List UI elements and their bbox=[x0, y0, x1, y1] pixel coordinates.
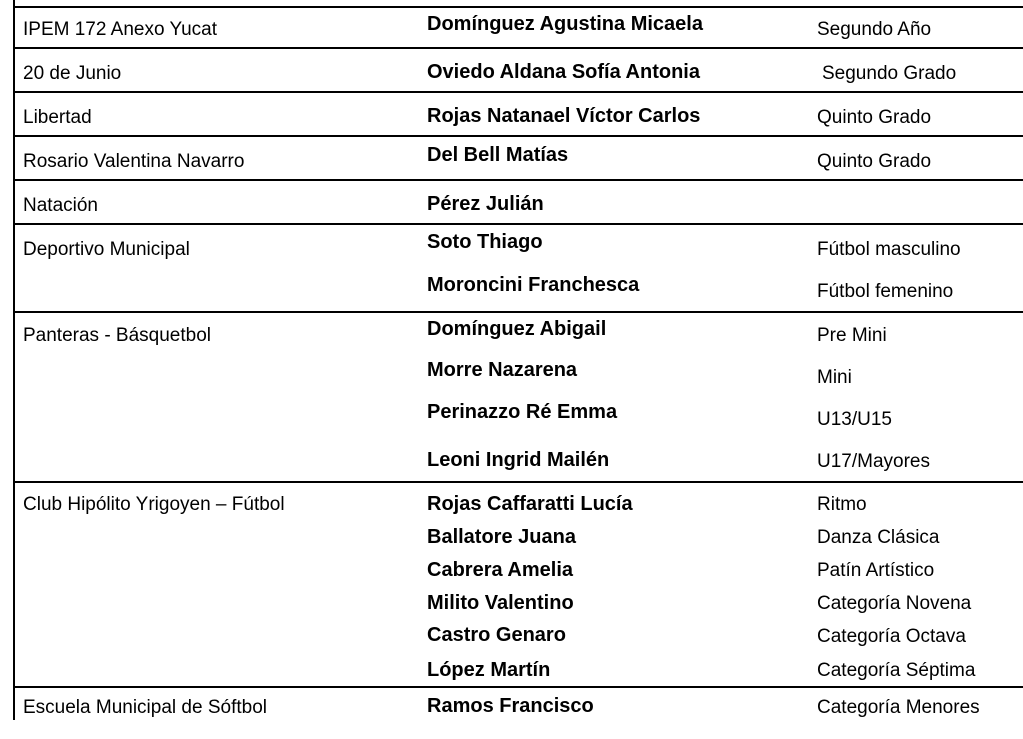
row-divider bbox=[14, 6, 1023, 8]
category-label: Mini bbox=[817, 367, 852, 388]
institution-name: Panteras - Básquetbol bbox=[23, 325, 212, 346]
student-name: Domínguez Agustina Micaela bbox=[427, 13, 703, 35]
row-divider bbox=[14, 135, 1023, 137]
institution-name: Escuela Municipal de Sóftbol bbox=[23, 697, 267, 718]
category-label: Pre Mini bbox=[817, 325, 887, 346]
category-label: Danza Clásica bbox=[817, 527, 940, 548]
student-name: Rojas Natanael Víctor Carlos bbox=[427, 105, 701, 127]
student-name: Domínguez Abigail bbox=[427, 318, 607, 340]
student-name: Soto Thiago bbox=[427, 231, 543, 253]
institution-name: Rosario Valentina Navarro bbox=[23, 151, 245, 172]
student-name: López Martín bbox=[427, 659, 551, 681]
category-label: Segundo Año bbox=[817, 19, 932, 40]
row-divider bbox=[14, 47, 1023, 49]
category-label: Categoría Séptima bbox=[817, 660, 976, 681]
student-name: Castro Genaro bbox=[427, 624, 566, 646]
category-label: Categoría Menores bbox=[817, 697, 980, 718]
table-left-border bbox=[13, 0, 15, 720]
category-label: Quinto Grado bbox=[817, 151, 932, 172]
institution-name: 20 de Junio bbox=[23, 63, 122, 84]
student-name: Cabrera Amelia bbox=[427, 559, 573, 581]
category-label: Ritmo bbox=[817, 494, 867, 515]
student-name: Del Bell Matías bbox=[427, 144, 569, 166]
student-name: Rojas Caffaratti Lucía bbox=[427, 493, 633, 515]
institution-name: Club Hipólito Yrigoyen – Fútbol bbox=[23, 494, 285, 515]
student-name: Moroncini Franchesca bbox=[427, 274, 640, 296]
student-name: Milito Valentino bbox=[427, 592, 574, 614]
student-name: Ballatore Juana bbox=[427, 526, 576, 548]
institution-name: Libertad bbox=[23, 107, 92, 128]
student-name: Leoni Ingrid Mailén bbox=[427, 449, 610, 471]
category-label: U17/Mayores bbox=[817, 451, 930, 472]
category-label: Categoría Octava bbox=[817, 626, 966, 647]
student-name: Perinazzo Ré Emma bbox=[427, 401, 618, 423]
row-divider bbox=[14, 179, 1023, 181]
row-divider bbox=[14, 311, 1023, 313]
row-divider bbox=[14, 481, 1023, 483]
student-name: Ramos Francisco bbox=[427, 695, 594, 717]
category-label: Categoría Novena bbox=[817, 593, 972, 614]
student-name: Oviedo Aldana Sofía Antonia bbox=[427, 61, 700, 83]
category-label: Segundo Grado bbox=[822, 63, 957, 84]
category-label: U13/U15 bbox=[817, 409, 892, 430]
row-divider bbox=[14, 223, 1023, 225]
category-label: Fútbol femenino bbox=[817, 281, 954, 302]
row-divider bbox=[14, 686, 1023, 688]
institution-name: Deportivo Municipal bbox=[23, 239, 190, 260]
student-name: Morre Nazarena bbox=[427, 359, 578, 381]
institution-name: Natación bbox=[23, 195, 98, 216]
category-label: Fútbol masculino bbox=[817, 239, 961, 260]
row-divider bbox=[14, 91, 1023, 93]
category-label: Patín Artístico bbox=[817, 560, 935, 581]
student-name: Pérez Julián bbox=[427, 193, 544, 215]
institution-name: IPEM 172 Anexo Yucat bbox=[23, 19, 218, 40]
category-label: Quinto Grado bbox=[817, 107, 932, 128]
